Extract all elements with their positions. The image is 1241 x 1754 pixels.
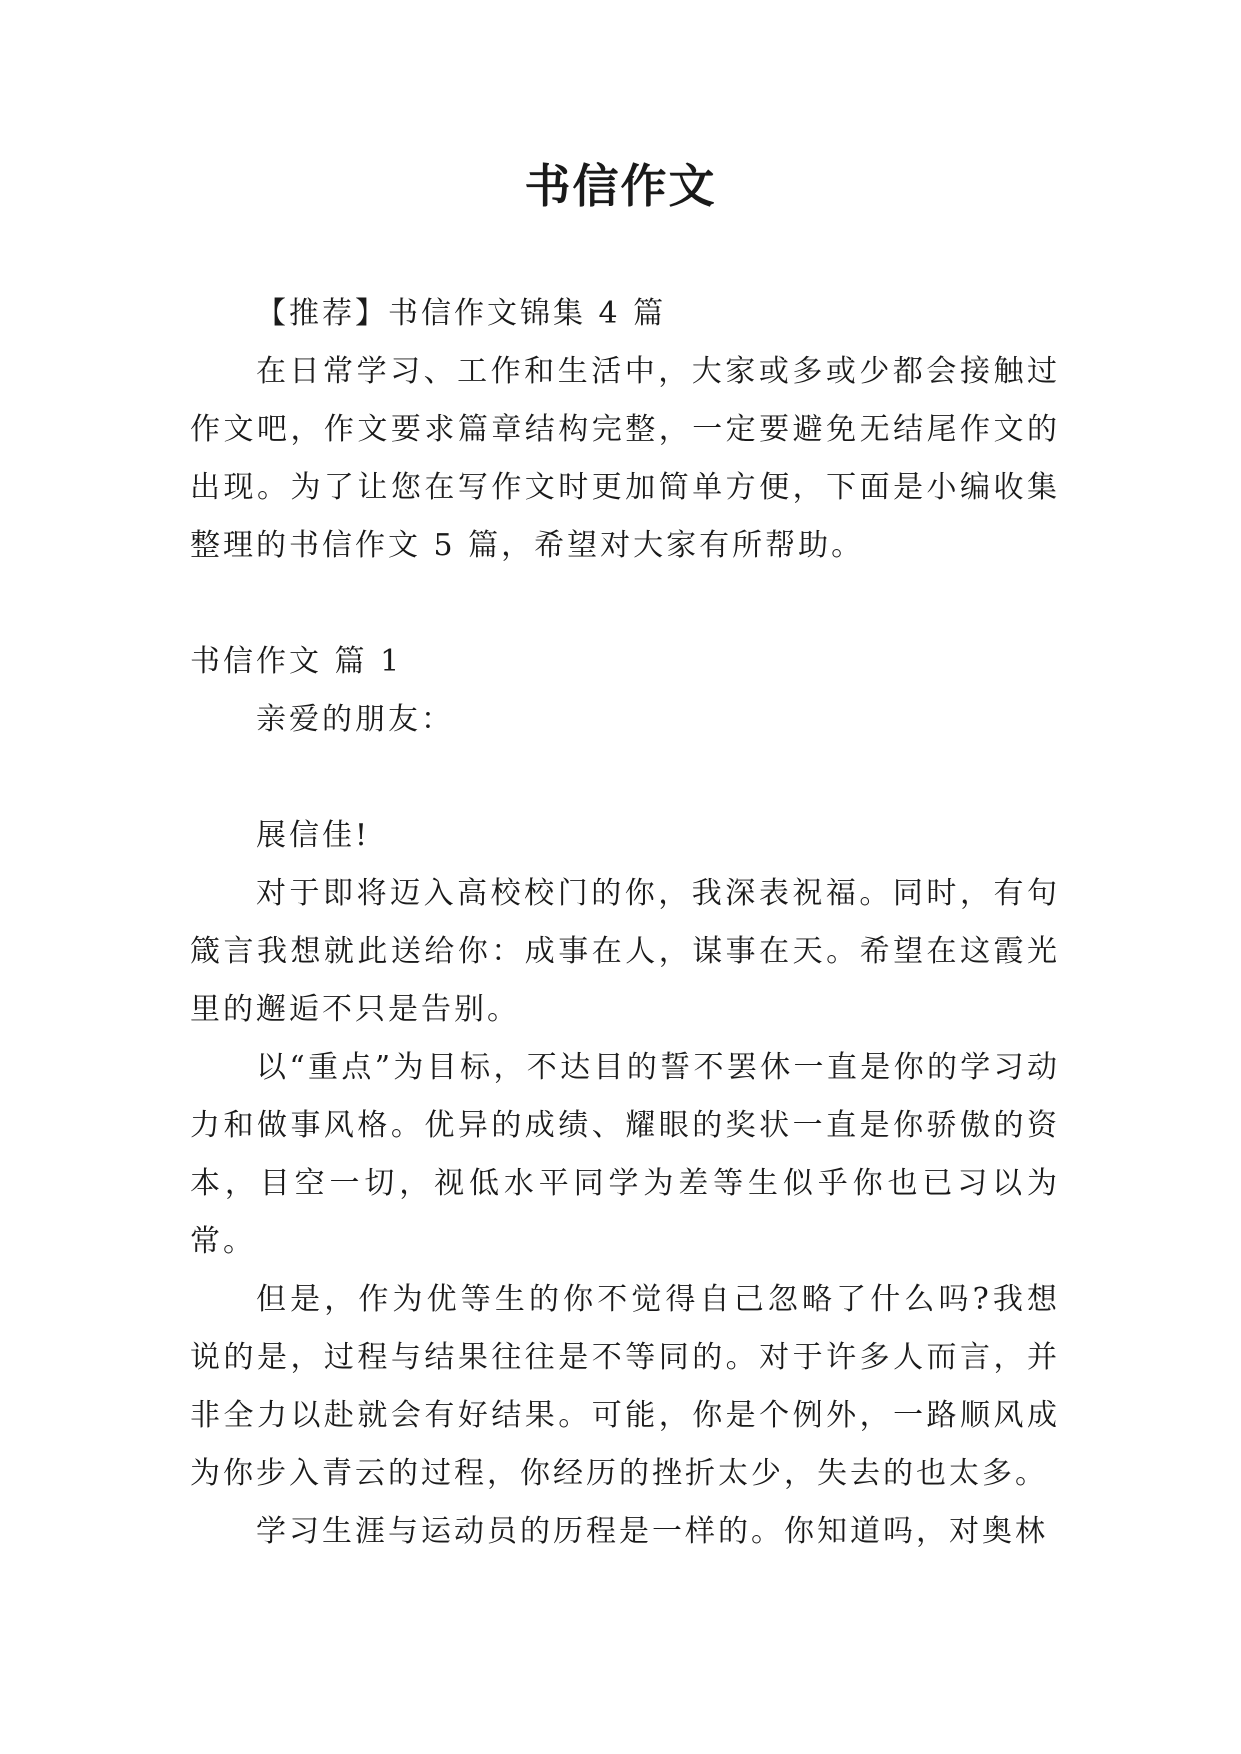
letter-paragraph: 以“重点”为目标，不达目的誓不罢休一直是你的学习动力和做事风格。优异的成绩、耀眼的奖状一直是你骄傲的资本，目空一切，视低水平同学为差等生似乎你也已习以为常。 <box>190 1050 1060 1259</box>
letter-greeting: 亲爱的朋友： <box>256 702 454 737</box>
spacer <box>190 749 1060 807</box>
letter-paragraph: 对于即将迈入高校校门的你，我深表祝福。同时，有句箴言我想就此送给你：成事在人，谋事在天。希望在这霞光里的邂逅不只是告别。 <box>190 876 1060 1027</box>
spacer <box>190 575 1060 633</box>
document-body <box>190 285 1060 1561</box>
intro-paragraph: 在日常学习、工作和生活中，大家或多或少都会接触过作文吧，作文要求篇章结构完整，一定要避免无结尾作文的出现。为了让您在写作文时更加简单方便，下面是小编收集整理的书信作文 5 篇，希望对大家有所帮助。 <box>190 354 1060 563</box>
letter-opening: 展信佳! <box>256 818 371 853</box>
letter-paragraph: 学习生涯与运动员的历程是一样的。你知道吗，对奥林 <box>256 1514 1048 1549</box>
section-heading: 书信作文 篇 1 <box>190 644 403 679</box>
recommend-line: 【推荐】书信作文锦集 4 篇 <box>256 296 667 331</box>
letter-paragraph: 但是，作为优等生的你不觉得自己忽略了什么吗?我想说的是，过程与结果往往是不等同的。对于许多人而言，并非全力以赴就会有好结果。可能，你是个例外，一路顺风成为你步入青云的过程，你经历的挫折太少，失去的也太多。 <box>190 1282 1060 1491</box>
document-title: 书信作文 <box>524 159 717 213</box>
